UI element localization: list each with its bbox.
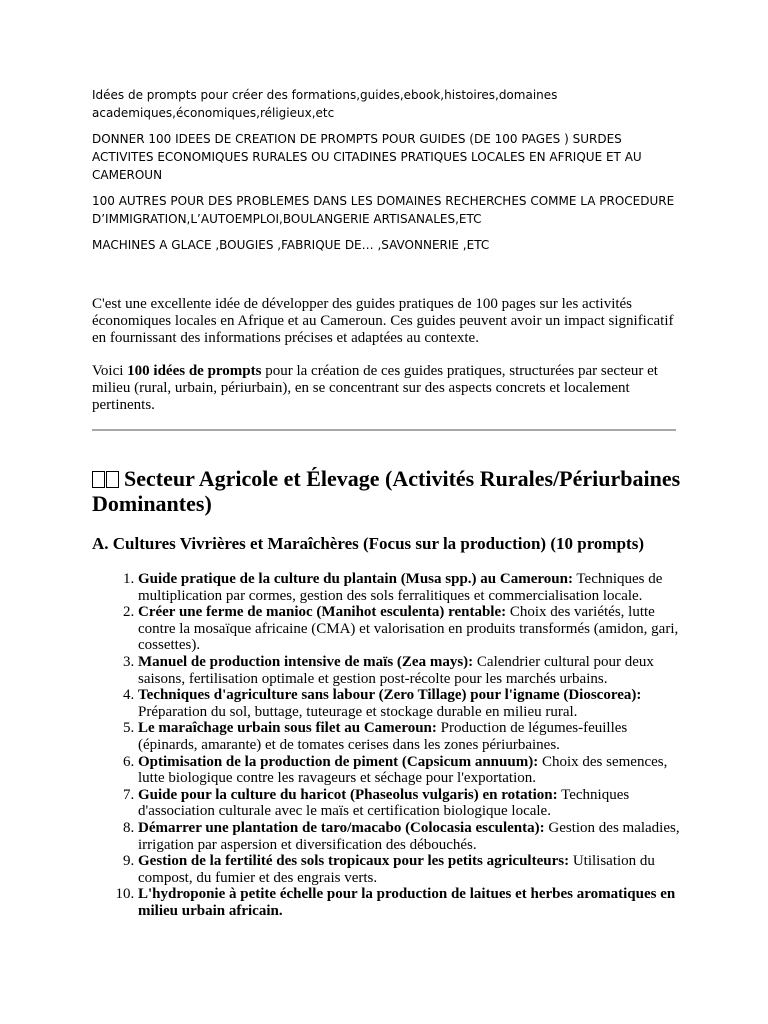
list-item-text: Utilisation du compost, du fumier et des engrais verts.: [138, 853, 655, 886]
list-item-title: Gestion de la fertilité des sols tropicaux pour les petits agriculteurs:: [138, 853, 570, 870]
list-item: [138, 687, 682, 720]
list-item: [138, 787, 682, 820]
response-intro: C'est une excellente idée de développer des guides pratiques de 100 pages sur les activités économiques locales en Afrique et au Cameroun. Ces guides peuvent avoir un impact significatif en fournissant des informations précises et adaptées au contexte.: [92, 296, 674, 346]
list-item-title: Optimisation de la production de piment (Capsicum annuum):: [138, 753, 539, 770]
document-page: [92, 86, 682, 919]
list-item: [138, 571, 682, 604]
list-item: [138, 720, 682, 753]
list-item: [138, 654, 682, 687]
list-item-title: L'hydroponie à petite échelle pour la production de laitues et herbes aromatiques en milieu urbain africain.: [138, 886, 676, 919]
voici-prefix: Voici: [92, 363, 128, 379]
list-item: [138, 604, 682, 654]
prompt-list: [92, 571, 682, 919]
list-item-text: Préparation du sol, buttage, tuteurage et stockage durable en milieu rural.: [138, 703, 578, 720]
response-voici: [92, 363, 682, 414]
prompt-line-1: Idées de prompts pour créer des formations,guides,ebook,histoires,domaines academiques,économiques,réligieux,etc: [92, 88, 558, 120]
section-title: Secteur Agricole et Élevage (Activités Rurales/Périurbaines Dominantes): [92, 466, 681, 516]
missing-glyph-icon: [106, 471, 119, 488]
subsection-heading: A. Cultures Vivrières et Maraîchères (Focus sur la production) (10 prompts): [92, 534, 644, 553]
list-item-title: Créer une ferme de manioc (Manihot esculenta) rentable:: [138, 604, 507, 621]
list-item-title: Techniques d'agriculture sans labour (Zero Tillage) pour l'igname (Dioscorea):: [138, 687, 642, 704]
list-item: [138, 820, 682, 853]
list-item-title: Guide pratique de la culture du plantain (Musa spp.) au Cameroun:: [138, 571, 573, 587]
list-item: [138, 886, 682, 919]
prompt-line-4: MACHINES A GLACE ,BOUGIES ,FABRIQUE DE… ,SAVONNERIE ,ETC: [92, 238, 490, 252]
list-item: [138, 754, 682, 787]
list-item-title: Guide pour la culture du haricot (Phaseolus vulgaris) en rotation:: [138, 786, 558, 803]
prompt-line-3: 100 AUTRES POUR DES PROBLEMES DANS LES DOMAINES RECHERCHES COMME LA PROCEDURE D’IMMIGRATION,L’AUTOEMPLOI,BOULANGERIE ARTISANALES,ETC: [92, 194, 675, 226]
list-item-text: Gestion des maladies, irrigation par aspersion et diversification des débouchés.: [138, 819, 680, 853]
voici-rest: pour la création de ces guides pratiques, structurées par secteur et milieu (rural, urbain, périurbain), en se concentrant sur des aspects concrets et localement pertinents.: [92, 363, 658, 413]
missing-glyph-icon: [92, 471, 105, 488]
list-item-title: Manuel de production intensive de maïs (Zea mays):: [138, 653, 474, 670]
list-item-title: Le maraîchage urbain sous filet au Cameroun:: [138, 720, 437, 737]
list-item-text: Choix des semences, lutte biologique contre les ravageurs et séchage pour l'exportation.: [138, 753, 668, 787]
list-item-text: Calendrier cultural pour deux saisons, fertilisation optimale et gestion post-récolte pour les marchés urbains.: [138, 653, 654, 687]
list-item-text: Choix des variétés, lutte contre la mosaïque africaine (CMA) et valorisation en produits transformés (amidon, gari, cossettes).: [138, 604, 679, 654]
prompt-line-2: DONNER 100 IDEES DE CREATION DE PROMPTS POUR GUIDES (DE 100 PAGES ) SURDES ACTIVITES ECONOMIQUES RURALES OU CITADINES PRATIQUES LOCALES EN AFRIQUE ET AU CAMEROUN: [92, 132, 642, 182]
list-item-text: Techniques de multiplication par cormes, gestion des sols ferralitiques et commercialisation locale.: [138, 571, 663, 604]
list-item-text: Production de légumes-feuilles (épinards, amarante) et de tomates cerises dans les zones périurbaines.: [138, 720, 628, 753]
list-item-text: Techniques d'association culturale avec le maïs et certification biologique locale.: [138, 786, 630, 820]
list-item-title: Démarrer une plantation de taro/macabo (Colocasia esculenta):: [138, 819, 545, 836]
voici-bold: 100 idées de prompts: [127, 363, 262, 379]
horizontal-rule: [92, 429, 676, 431]
list-item: [138, 853, 682, 886]
section-heading: [92, 466, 682, 516]
